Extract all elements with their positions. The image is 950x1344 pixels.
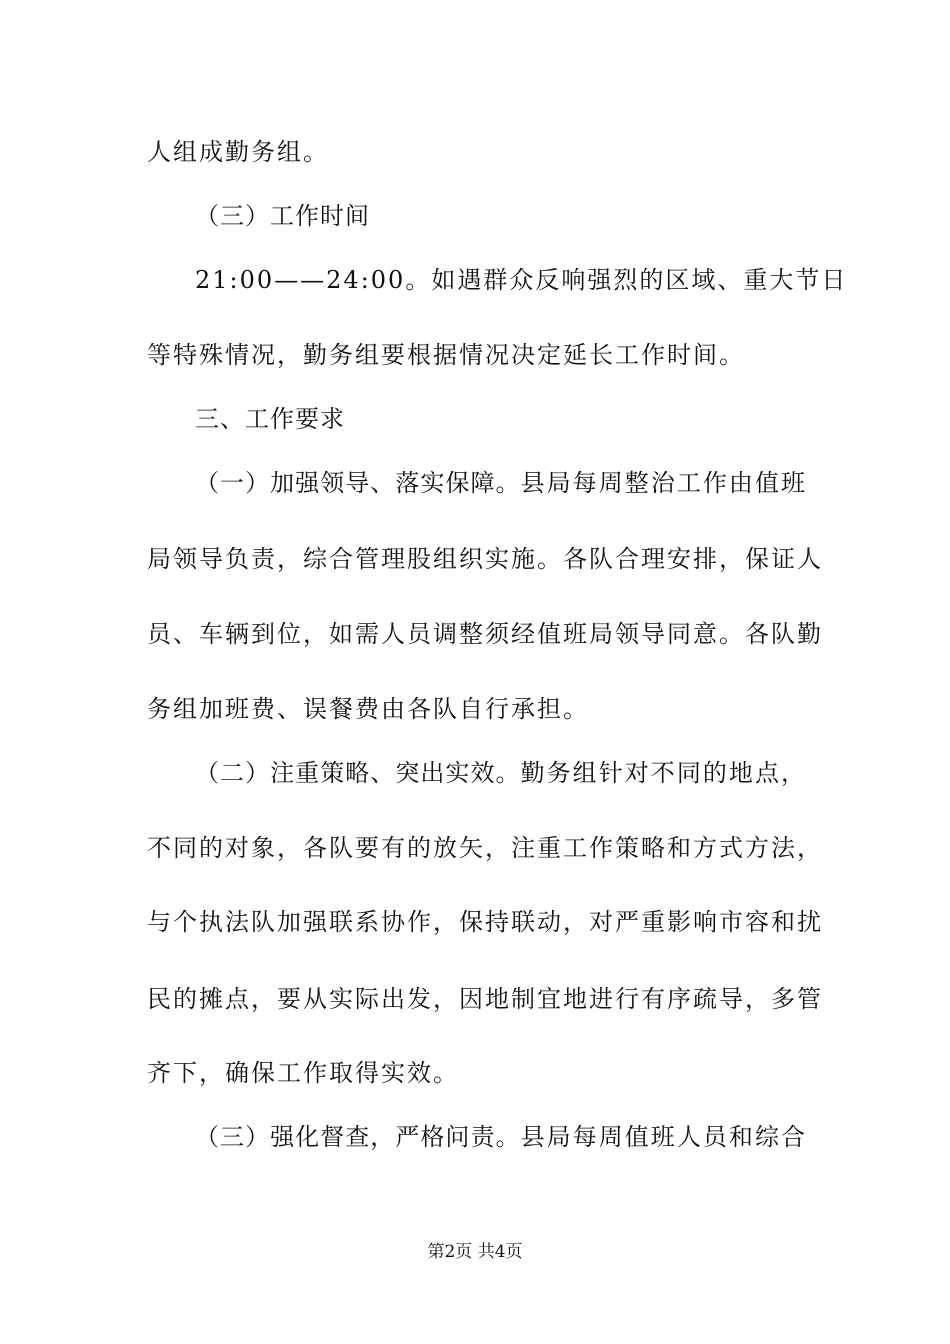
section-heading-work-requirements: 三、工作要求 <box>195 405 345 433</box>
section-heading-work-time: （三）工作时间 <box>195 202 370 230</box>
paragraph-line: 21:00——24:00。如遇群众反响强烈的区域、重大节日 <box>195 266 848 294</box>
paragraph-line: 民的摊点，要从实际出发，因地制宜地进行有序疏导，多管 <box>147 985 823 1013</box>
requirement-2-lead: （二）注重策略、突出实效。 <box>195 759 521 787</box>
paragraph-line <box>195 468 807 498</box>
paragraph-line: 不同的对象，各队要有的放矢，注重工作策略和方式方法， <box>147 834 823 862</box>
requirement-1-text: 县局每周整治工作由值班 <box>520 469 808 497</box>
paragraph-line: 员、车辆到位，如需人员调整须经值班局领导同意。各队勤 <box>147 620 823 648</box>
paragraph-line: 齐下，确保工作取得实效。 <box>147 1059 459 1087</box>
requirement-2-text: 勤务组针对不同的地点， <box>520 759 808 787</box>
paragraph-line <box>195 1122 807 1152</box>
requirement-3-text: 县局每周值班人员和综合 <box>520 1123 808 1151</box>
paragraph-line: 务组加班费、误餐费由各队自行承担。 <box>147 695 589 723</box>
paragraph-line: 等特殊情况，勤务组要根据情况决定延长工作时间。 <box>147 341 745 369</box>
requirement-1-lead: （一）加强领导、落实保障。 <box>195 469 521 497</box>
requirement-3-lead: （三）强化督查，严格问责。 <box>195 1123 521 1151</box>
paragraph-line: 局领导负责，综合管理股组织实施。各队合理安排，保证人 <box>147 545 823 573</box>
paragraph-line: 人组成勤务组。 <box>147 138 329 166</box>
paragraph-line: 与个执法队加强联系协作，保持联动，对严重影响市容和扰 <box>147 908 823 936</box>
page-footer: 第2页 共4页 <box>427 1242 523 1262</box>
paragraph-line <box>195 758 807 788</box>
